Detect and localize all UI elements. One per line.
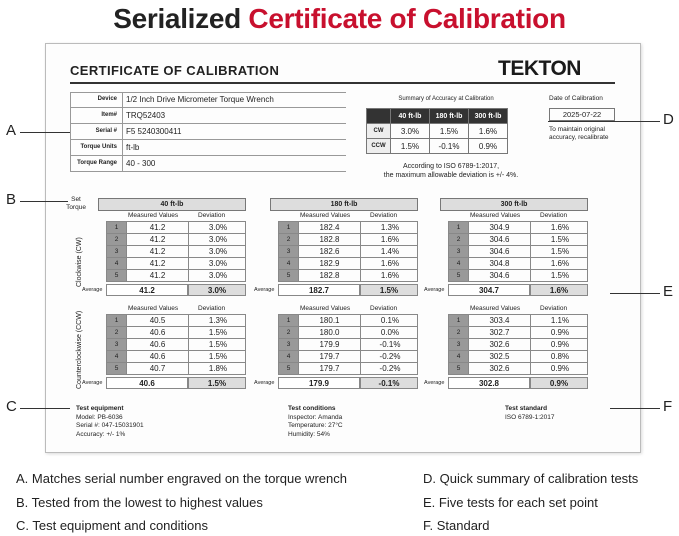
summary-cell: 0.9% xyxy=(469,139,508,154)
test-equipment-title: Test equipment xyxy=(76,405,124,412)
measured-value: 180.1 xyxy=(299,315,361,326)
test-standard-title: Test standard xyxy=(505,405,548,412)
table-row xyxy=(278,245,418,257)
average-label: Average xyxy=(424,287,445,293)
row-number: 1 xyxy=(279,315,299,326)
deviation-value: 0.0% xyxy=(380,328,400,337)
summary-row-label: CCW xyxy=(367,139,391,154)
summary-row-label: CW xyxy=(367,124,391,139)
row-number: 4 xyxy=(279,258,299,269)
deviation-value: 3.0% xyxy=(208,247,228,256)
measured-value: 304.9 xyxy=(469,222,531,233)
measured-value: 302.6 xyxy=(469,363,531,374)
average-label: Average xyxy=(424,380,445,386)
deviation-value: 1.5% xyxy=(208,352,228,361)
table-bottom-rule xyxy=(106,374,246,375)
info-key: Serial # xyxy=(95,128,117,134)
deviation-value: 3.0% xyxy=(208,259,228,268)
legend-c: C. Test equipment and conditions xyxy=(16,518,208,533)
table-row xyxy=(448,221,588,233)
table-row xyxy=(448,314,588,326)
info-key: Torque Range xyxy=(77,160,117,166)
info-table xyxy=(70,92,346,172)
info-row-device xyxy=(70,92,346,108)
callout-a-line xyxy=(20,132,70,133)
deviation-value: 1.5% xyxy=(208,340,228,349)
average-measured: 304.7 xyxy=(448,284,530,296)
table-row xyxy=(278,221,418,233)
measured-value: 302.7 xyxy=(469,327,531,338)
col-header-measured: Measured Values xyxy=(300,212,351,219)
summary-cell: 1.5% xyxy=(430,124,469,139)
measured-value: 41.2 xyxy=(127,234,189,245)
deviation-value: 1.1% xyxy=(550,316,570,325)
row-number: 4 xyxy=(449,351,469,362)
row-number: 3 xyxy=(107,339,127,350)
row-number: 2 xyxy=(449,327,469,338)
average-deviation: -0.1% xyxy=(360,377,418,389)
callout-c: C xyxy=(6,398,17,415)
average-measured: 41.2 xyxy=(106,284,188,296)
row-number: 2 xyxy=(279,327,299,338)
deviation-value: 1.5% xyxy=(550,235,570,244)
table-row xyxy=(278,269,418,281)
test-equipment-line: Serial #: 047-15031901 xyxy=(76,422,144,429)
legend-a: A. Matches serial number engraved on the torque wrench xyxy=(16,471,347,486)
measured-value: 182.4 xyxy=(299,222,361,233)
date-label: Date of Calibration xyxy=(549,95,603,102)
row-number: 1 xyxy=(449,222,469,233)
deviation-value: 1.3% xyxy=(208,316,228,325)
ccw-label: Counterclockwise (CCW) xyxy=(76,310,83,389)
measured-value: 182.8 xyxy=(299,234,361,245)
col-header-measured: Measured Values xyxy=(128,212,179,219)
average-deviation: 1.5% xyxy=(360,284,418,296)
average-label: Average xyxy=(82,380,103,386)
average-label: Average xyxy=(254,380,275,386)
info-value: 40 - 300 xyxy=(126,159,156,168)
info-sep xyxy=(122,140,123,156)
summary-cell: 1.6% xyxy=(469,124,508,139)
table-row xyxy=(278,257,418,269)
table-row xyxy=(448,362,588,374)
measured-value: 40.6 xyxy=(127,327,189,338)
col-header-measured: Measured Values xyxy=(470,212,521,219)
test-standard-line: ISO 6789-1:2017 xyxy=(505,413,555,421)
table-row xyxy=(278,314,418,326)
info-value: 1/2 Inch Drive Micrometer Torque Wrench xyxy=(126,95,274,104)
measured-value: 304.8 xyxy=(469,258,531,269)
average-measured: 182.7 xyxy=(278,284,360,296)
col-header-measured: Measured Values xyxy=(300,305,351,312)
measured-value: 179.7 xyxy=(299,363,361,374)
certificate-heading: CERTIFICATE OF CALIBRATION xyxy=(70,63,280,78)
setpoint-header: 300 ft-lb xyxy=(440,198,588,211)
deviation-value: 0.8% xyxy=(550,352,570,361)
deviation-value: -0.2% xyxy=(379,364,401,373)
average-measured: 179.9 xyxy=(278,377,360,389)
deviation-value: 1.8% xyxy=(208,364,228,373)
summary-cell: 3.0% xyxy=(391,124,430,139)
table-row xyxy=(448,338,588,350)
table-bottom-rule xyxy=(448,374,588,375)
info-value: TRQ52403 xyxy=(126,111,166,120)
table-row xyxy=(106,326,246,338)
measured-value: 182.9 xyxy=(299,258,361,269)
callout-c-line xyxy=(20,408,70,409)
date-value: 2025-07-22 xyxy=(549,108,615,121)
row-number: 4 xyxy=(279,351,299,362)
table-bottom-rule xyxy=(278,374,418,375)
table-row xyxy=(106,314,246,326)
deviation-value: 1.6% xyxy=(550,259,570,268)
summary-title: Summary of Accuracy at Calibration xyxy=(398,96,494,102)
summary-cell: 1.5% xyxy=(391,139,430,154)
measured-value: 41.2 xyxy=(127,246,189,257)
callout-b-line xyxy=(20,201,68,202)
table-bottom-rule xyxy=(278,281,418,282)
callout-f-line xyxy=(610,408,660,409)
table-row xyxy=(106,350,246,362)
deviation-value: 0.1% xyxy=(380,316,400,325)
table-row xyxy=(448,233,588,245)
deviation-value: 1.5% xyxy=(550,247,570,256)
col-header-deviation: Deviation xyxy=(540,305,568,312)
legend-f: F. Standard xyxy=(423,518,490,533)
measured-value: 41.2 xyxy=(127,258,189,269)
average-deviation: 1.5% xyxy=(188,377,246,389)
row-number: 1 xyxy=(107,222,127,233)
row-number: 5 xyxy=(279,363,299,374)
deviation-value: 1.6% xyxy=(550,223,570,232)
table-row xyxy=(106,221,246,233)
table-row xyxy=(448,326,588,338)
col-header-deviation: Deviation xyxy=(198,212,226,219)
row-number: 4 xyxy=(449,258,469,269)
average-deviation: 0.9% xyxy=(530,377,588,389)
test-equipment-line: Model: PB-6036 xyxy=(76,413,123,421)
deviation-value: 0.9% xyxy=(550,340,570,349)
deviation-value: 1.5% xyxy=(550,271,570,280)
deviation-value: -0.1% xyxy=(379,340,401,349)
row-number: 5 xyxy=(279,270,299,281)
legend-d: D. Quick summary of calibration tests xyxy=(423,471,639,486)
row-number: 5 xyxy=(107,363,127,374)
info-row-serial xyxy=(70,124,346,140)
measured-value: 303.4 xyxy=(469,315,531,326)
setpoint-header: 180 ft-lb xyxy=(270,198,418,211)
average-label: Average xyxy=(254,287,275,293)
row-number: 2 xyxy=(449,234,469,245)
legend-e: E. Five tests for each set point xyxy=(423,495,598,510)
callout-b: B xyxy=(6,191,17,208)
measured-value: 180.0 xyxy=(299,327,361,338)
setpoint-header: 40 ft-lb xyxy=(98,198,246,211)
table-row xyxy=(278,233,418,245)
row-number: 1 xyxy=(449,315,469,326)
info-key: Item# xyxy=(101,112,117,118)
row-number: 3 xyxy=(107,246,127,257)
test-conditions-line: Humidity: 54% xyxy=(288,430,330,438)
brand-logo: TEKTON xyxy=(498,57,581,80)
callout-d-line xyxy=(548,121,660,122)
measured-value: 302.5 xyxy=(469,351,531,362)
info-value: ft-lb xyxy=(126,143,140,152)
deviation-value: 1.6% xyxy=(380,271,400,280)
table-row xyxy=(106,362,246,374)
row-number: 3 xyxy=(449,246,469,257)
heading-rule xyxy=(70,82,615,84)
average-deviation: 1.6% xyxy=(530,284,588,296)
row-number: 3 xyxy=(279,339,299,350)
callout-f: F xyxy=(663,398,673,415)
table-row xyxy=(448,269,588,281)
info-row-item xyxy=(70,108,346,124)
legend-b: B. Tested from the lowest to highest values xyxy=(16,495,263,510)
measured-value: 41.2 xyxy=(127,222,189,233)
deviation-value: 1.4% xyxy=(380,247,400,256)
table-bottom-rule xyxy=(448,281,588,282)
measured-value: 304.6 xyxy=(469,246,531,257)
col-header-deviation: Deviation xyxy=(370,305,398,312)
title-red: Certificate of Calibration xyxy=(248,3,566,34)
row-number: 1 xyxy=(279,222,299,233)
measured-value: 40.7 xyxy=(127,363,189,374)
average-measured: 40.6 xyxy=(106,377,188,389)
info-row-range xyxy=(70,156,346,172)
summary-note-line: According to ISO 6789-1:2017, xyxy=(402,163,500,170)
deviation-value: 1.6% xyxy=(380,259,400,268)
title-black: Serialized xyxy=(113,3,249,34)
summary-cell: -0.1% xyxy=(430,139,469,154)
test-equipment-line: Accuracy: +/- 1% xyxy=(76,430,126,438)
table-row xyxy=(278,350,418,362)
measured-value: 40.5 xyxy=(127,315,189,326)
info-key: Torque Units xyxy=(80,144,117,150)
summary-header: 180 ft-lb xyxy=(430,109,469,124)
row-number: 2 xyxy=(279,234,299,245)
measured-value: 40.6 xyxy=(127,339,189,350)
page-title xyxy=(0,2,679,36)
table-row xyxy=(106,269,246,281)
measured-value: 304.6 xyxy=(469,270,531,281)
average-label: Average xyxy=(82,287,103,293)
table-row xyxy=(106,233,246,245)
deviation-value: 3.0% xyxy=(208,223,228,232)
summary-header: 300 ft-lb xyxy=(469,109,508,124)
row-number: 5 xyxy=(107,270,127,281)
deviation-value: 3.0% xyxy=(208,271,228,280)
info-sep xyxy=(122,108,123,124)
average-deviation: 3.0% xyxy=(188,284,246,296)
col-header-deviation: Deviation xyxy=(198,305,226,312)
row-number: 3 xyxy=(449,339,469,350)
col-header-deviation: Deviation xyxy=(370,212,398,219)
col-header-deviation: Deviation xyxy=(540,212,568,219)
test-conditions xyxy=(288,405,343,439)
table-row xyxy=(106,338,246,350)
col-header-measured: Measured Values xyxy=(470,305,521,312)
deviation-value: 0.9% xyxy=(550,364,570,373)
summary-note-line: the maximum allowable deviation is +/- 4%. xyxy=(383,172,519,179)
info-key: Device xyxy=(97,96,117,102)
col-header-measured: Measured Values xyxy=(128,305,179,312)
measured-value: 302.6 xyxy=(469,339,531,350)
table-row xyxy=(278,338,418,350)
info-sep xyxy=(122,156,123,172)
test-equipment xyxy=(76,405,144,439)
deviation-value: 1.5% xyxy=(208,328,228,337)
table-row xyxy=(106,245,246,257)
deviation-value: 1.3% xyxy=(380,223,400,232)
deviation-value: 1.6% xyxy=(380,235,400,244)
measured-value: 179.7 xyxy=(299,351,361,362)
cw-label: Clockwise (CW) xyxy=(76,237,83,287)
measured-value: 182.8 xyxy=(299,270,361,281)
callout-e: E xyxy=(663,283,674,300)
row-number: 4 xyxy=(107,258,127,269)
info-row-units xyxy=(70,140,346,156)
test-conditions-title: Test conditions xyxy=(288,405,336,412)
row-number: 5 xyxy=(449,363,469,374)
row-number: 5 xyxy=(449,270,469,281)
test-conditions-line: Temperature: 27°C xyxy=(288,422,343,429)
row-number: 2 xyxy=(107,234,127,245)
table-row xyxy=(278,362,418,374)
summary-table xyxy=(366,108,508,154)
set-torque-label: Set Torque xyxy=(66,196,86,211)
average-measured: 302.8 xyxy=(448,377,530,389)
info-sep xyxy=(122,124,123,140)
callout-d: D xyxy=(663,111,674,128)
deviation-value: 3.0% xyxy=(208,235,228,244)
table-row xyxy=(448,257,588,269)
deviation-value: -0.2% xyxy=(379,352,401,361)
info-sep xyxy=(122,92,123,108)
measured-value: 40.6 xyxy=(127,351,189,362)
certificate-card xyxy=(45,43,641,453)
row-number: 4 xyxy=(107,351,127,362)
summary-header: 40 ft-lb xyxy=(391,109,430,124)
row-number: 2 xyxy=(107,327,127,338)
measured-value: 41.2 xyxy=(127,270,189,281)
measured-value: 304.6 xyxy=(469,234,531,245)
table-bottom-rule xyxy=(106,281,246,282)
callout-a: A xyxy=(6,122,17,139)
date-note: To maintain original accuracy, recalibrate xyxy=(549,126,609,141)
measured-value: 179.9 xyxy=(299,339,361,350)
measured-value: 182.6 xyxy=(299,246,361,257)
deviation-value: 0.9% xyxy=(550,328,570,337)
table-row xyxy=(106,257,246,269)
callout-e-line xyxy=(610,293,660,294)
summary-note xyxy=(346,162,556,180)
table-row xyxy=(448,245,588,257)
info-value: F5 5240300411 xyxy=(126,127,182,136)
table-row xyxy=(448,350,588,362)
summary-corner xyxy=(367,109,391,124)
row-number: 1 xyxy=(107,315,127,326)
table-row xyxy=(278,326,418,338)
test-standard xyxy=(505,405,555,422)
test-conditions-line: Inspector: Amanda xyxy=(288,413,343,421)
row-number: 3 xyxy=(279,246,299,257)
